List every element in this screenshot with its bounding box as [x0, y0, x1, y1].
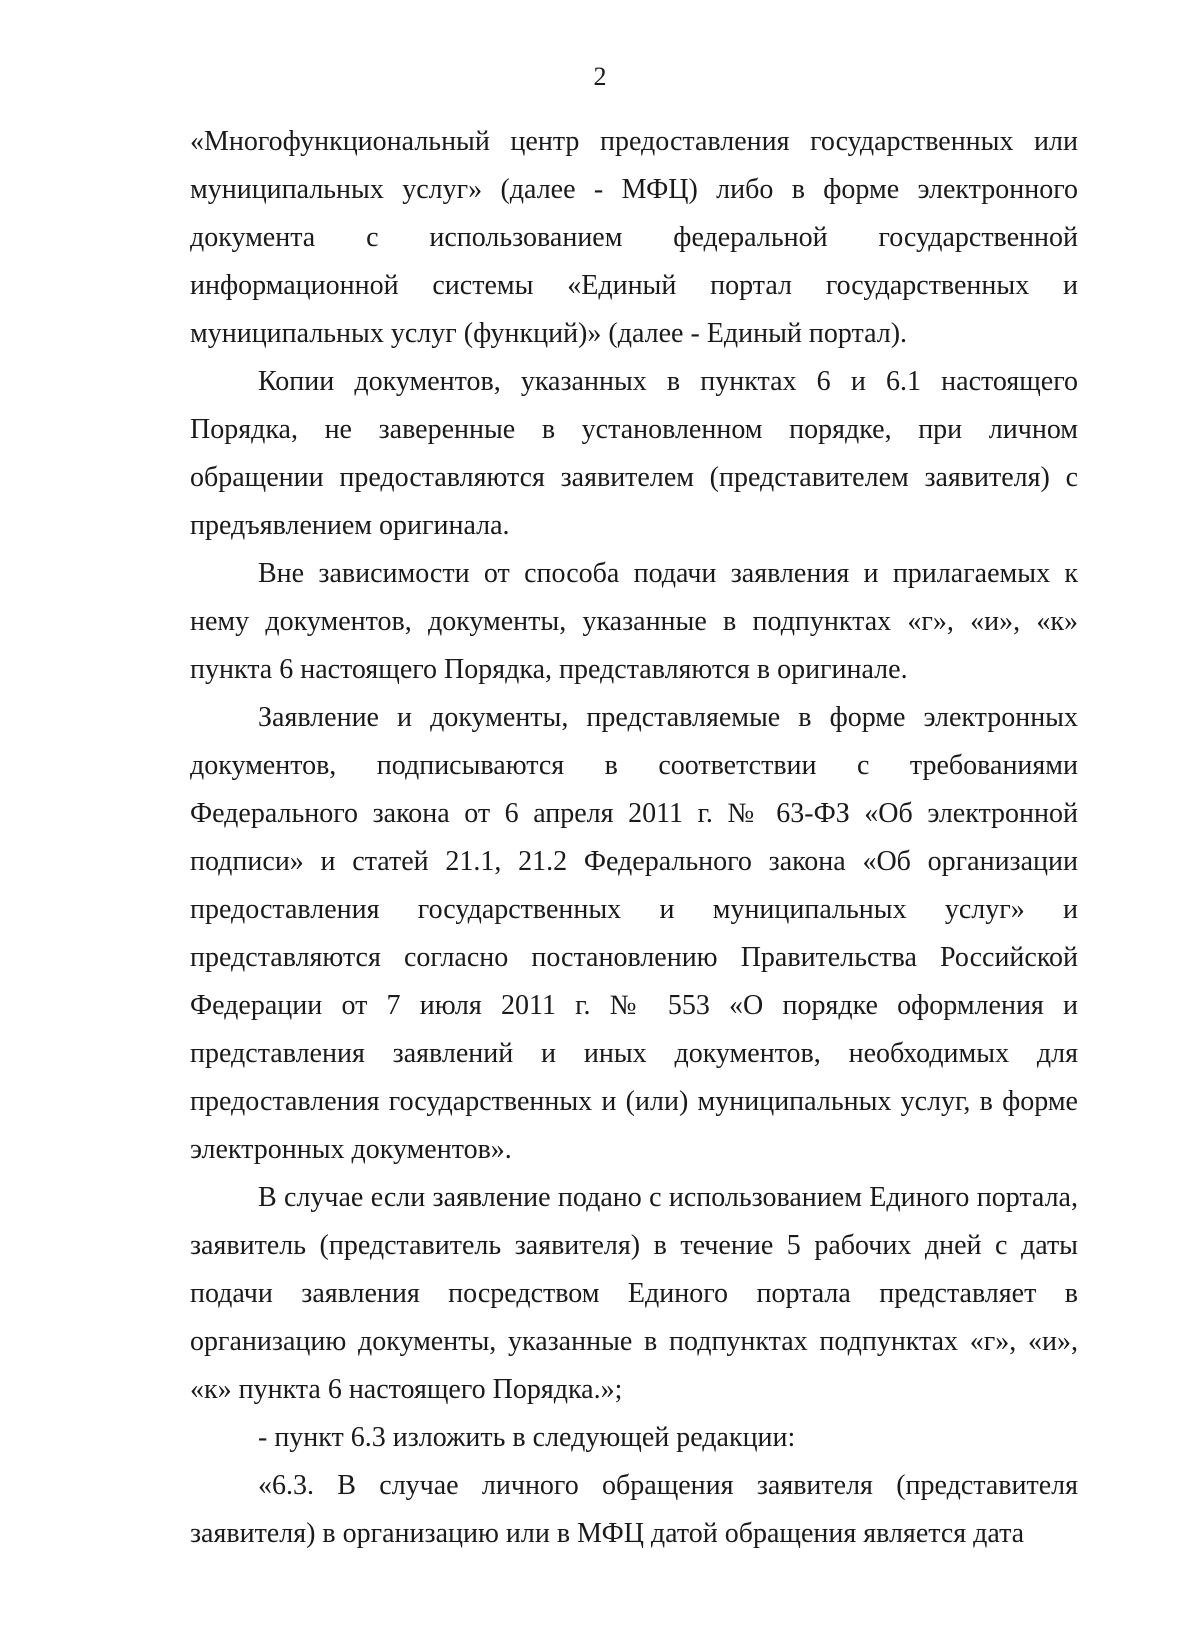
document-body [190, 118, 1078, 1558]
paragraph: Вне зависимости от способа подачи заявления и прилагаемых к нему документов, документы, указанные в подпунктах «г», «и», «к» пункта 6 настоящего Порядка, представляются в оригинале. [190, 558, 1078, 685]
paragraph: В случае если заявление подано с использованием Единого портала, заявитель (представитель заявителя) в течение 5 рабочих дней с даты подачи заявления посредством Единого портала представляет в организацию документы, указанные в подпунктах подпунктах «г», «и», «к» пункта 6 настоящего Порядка.»; [190, 1182, 1078, 1405]
page-number: 2 [593, 62, 607, 91]
paragraph: - пункт 6.3 изложить в следующей редакции: [258, 1422, 796, 1453]
paragraph: «Многофункциональный центр предоставления государственных или муниципальных услуг» (далее - МФЦ) либо в форме электронного документа с использованием федеральной государственной информационной системы «Единый портал государственных и муниципальных услуг (функций)» (далее - Единый портал). [190, 126, 1078, 349]
paragraph: Заявление и документы, представляемые в форме электронных документов, подписываются в соответствии с требованиями Федерального закона от 6 апреля 2011 г. № 63-ФЗ «Об электронной подписи» и статей 21.1, 21.2 Федерального закона «Об организации предоставления государственных и муниципальных услуг» и представляются согласно постановлению Правительства Российской Федерации от 7 июля 2011 г. № 553 «О порядке оформления и представления заявлений и иных документов, необходимых для предоставления государственных и (или) муниципальных услуг, в форме электронных документов». [190, 702, 1078, 1165]
paragraph: «6.3. В случае личного обращения заявителя (представителя заявителя) в организацию или в МФЦ датой обращения является дата [190, 1470, 1078, 1549]
paragraph: Копии документов, указанных в пунктах 6 и 6.1 настоящего Порядка, не заверенные в установленном порядке, при личном обращении предоставляются заявителем (представителем заявителя) с предъявлением оригинала. [190, 366, 1078, 541]
